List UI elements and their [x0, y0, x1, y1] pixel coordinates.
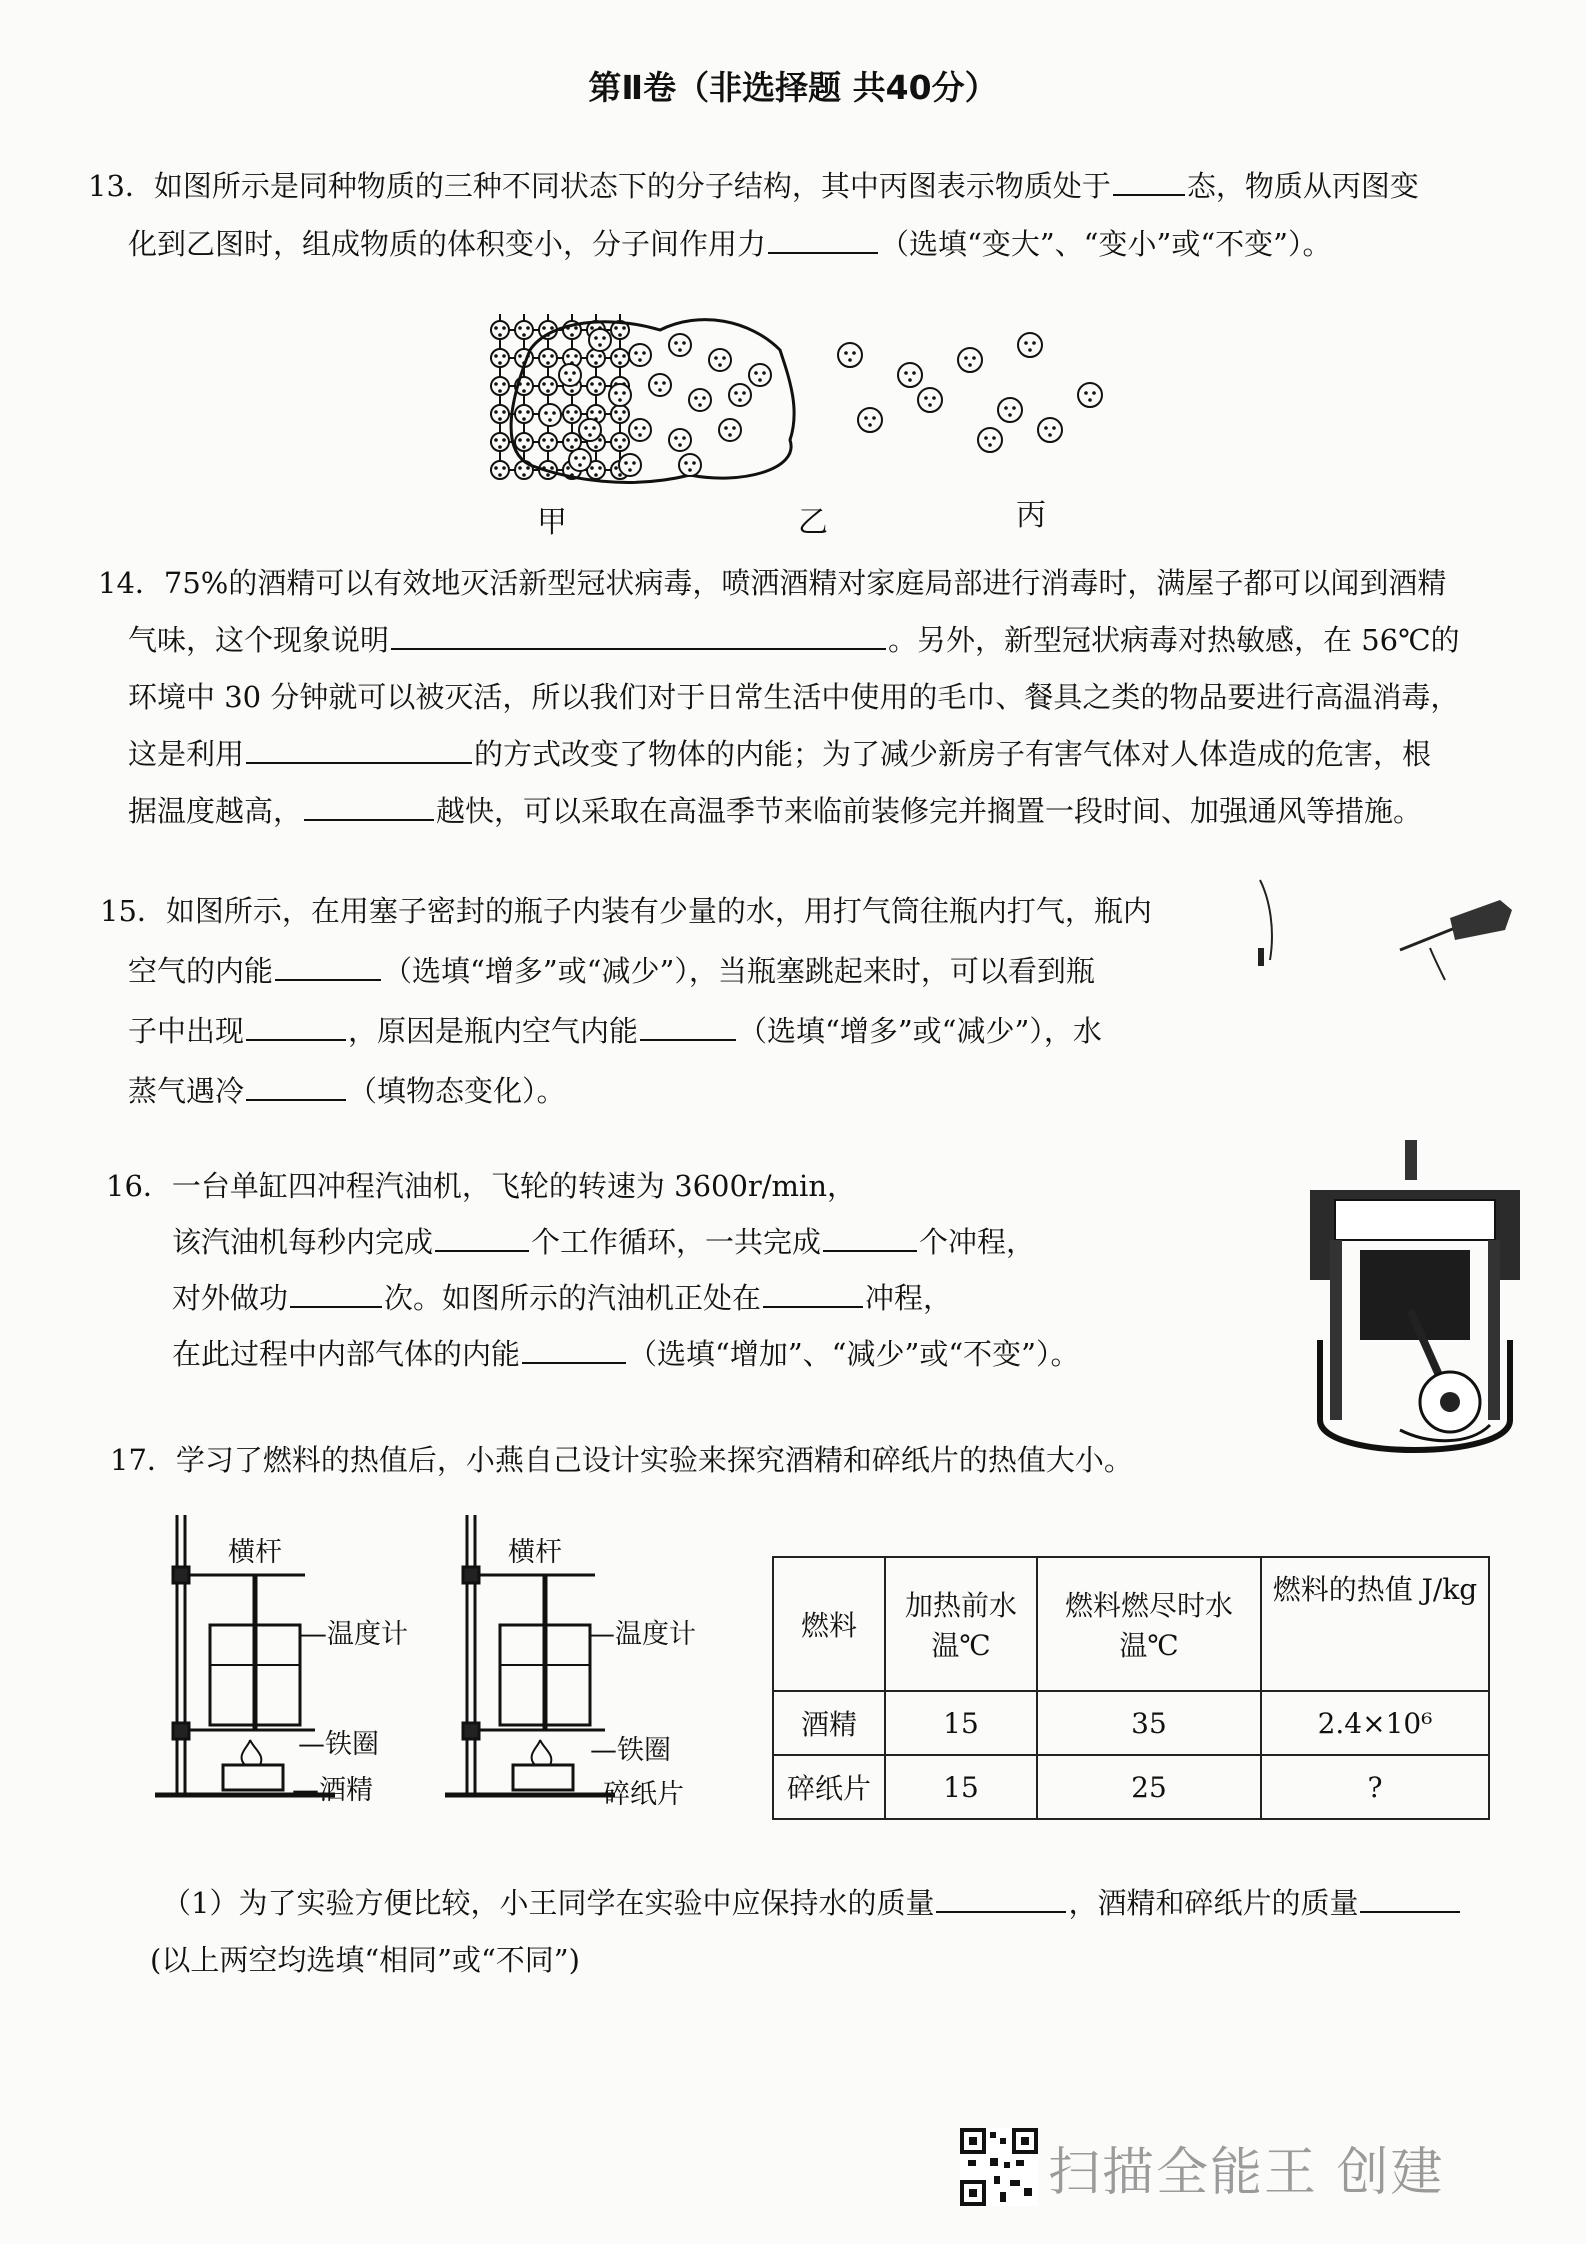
q15-line2: 空气的内能 （选填“增多”或“减少”），当瓶塞跳起来时，可以看到瓶	[128, 954, 1095, 988]
label-bing: 丙	[1016, 498, 1046, 533]
q15-blank-1[interactable]	[275, 953, 381, 981]
apparatus1-fuel-label: —酒精	[292, 1775, 373, 1806]
q15-line1: 15．如图所示，在用塞子密封的瓶子内装有少量的水，用打气筒往瓶内打气，瓶内	[100, 894, 1152, 928]
table-header-value: 燃料的热值 J/kg	[1261, 1557, 1489, 1691]
liquid-molecule	[679, 454, 701, 476]
q16-blank-4[interactable]	[763, 1280, 863, 1308]
q13-blank-1[interactable]	[1113, 168, 1185, 196]
gas-molecule	[1018, 333, 1042, 357]
gas-molecule	[998, 398, 1022, 422]
q17-blank-2[interactable]	[1360, 1885, 1460, 1913]
table-answer-cell[interactable]: ?	[1261, 1755, 1489, 1819]
q16-line3: 对外做功 次。如图所示的汽油机正处在 冲程，	[172, 1281, 953, 1315]
liquid-molecule	[669, 334, 691, 356]
q14-line2: 气味，这个现象说明 。另外，新型冠状病毒对热敏感，在 56℃的	[128, 623, 1460, 657]
liquid-outline	[511, 320, 794, 483]
gas-molecule	[1078, 383, 1102, 407]
scanner-watermark: 扫描全能王 创建	[1048, 2143, 1445, 2203]
apparatus1-ring-label: —铁圈	[298, 1729, 379, 1760]
table-header-after: 燃料燃尽时水 温℃	[1037, 1557, 1261, 1691]
gas-molecule	[858, 408, 882, 432]
q13-line2: 化到乙图时，组成物质的体积变小，分子间作用力 （选填“变大”、“变小”或“不变”）。	[128, 227, 1332, 261]
liquid-molecule	[559, 364, 581, 386]
q14-line1: 14．75%的酒精可以有效地灭活新型冠状病毒，喷洒酒精对家庭局部进行消毒时，满屋子都可以闻到酒精	[98, 566, 1447, 600]
q16-line4: 在此过程中内部气体的内能 （选填“增加”、“减少”或“不变”）。	[172, 1337, 1080, 1371]
liquid-molecule	[719, 419, 741, 441]
q15-blank-3[interactable]	[640, 1013, 736, 1041]
liquid-molecule	[579, 419, 601, 441]
label-jia: 甲	[537, 505, 567, 540]
fuel-table	[772, 1556, 1490, 1820]
liquid-molecule	[629, 344, 651, 366]
q14-blank-1[interactable]	[391, 622, 886, 650]
q17-line1: 17．学习了燃料的热值后，小燕自己设计实验来探究酒精和碎纸片的热值大小。	[110, 1443, 1133, 1477]
liquid-molecule	[709, 349, 731, 371]
gas-molecule	[978, 428, 1002, 452]
table-header-before: 加热前水 温℃	[885, 1557, 1037, 1691]
apparatus1-crossbar-label: 横杆	[228, 1537, 282, 1568]
molecule-states-figure	[490, 300, 1170, 490]
gas-molecule	[958, 348, 982, 372]
apparatus2-ring-label: —铁圈	[590, 1735, 671, 1766]
apparatus2-crossbar-label: 横杆	[508, 1537, 562, 1568]
q15-line4: 蒸气遇冷 （填物态变化）。	[128, 1074, 566, 1108]
liquid-molecule	[609, 384, 631, 406]
liquid-molecule	[539, 404, 561, 426]
table-row: 酒精 15 35 2.4×10⁶	[773, 1691, 1489, 1755]
liquid-molecule	[749, 364, 771, 386]
gas-molecule	[1038, 418, 1062, 442]
liquid-molecule	[589, 329, 611, 351]
q17-sub1-note: (以上两空均选填“相同”或“不同”)	[150, 1943, 580, 1977]
q14-blank-3[interactable]	[304, 793, 434, 821]
table-header-fuel: 燃料	[773, 1557, 885, 1691]
q14-line5: 据温度越高， 越快，可以采取在高温季节来临前装修完并搁置一段时间、加强通风等措施。	[128, 794, 1423, 828]
gas-molecule	[838, 343, 862, 367]
q17-sub1: （1）为了实验方便比较，小王同学在实验中应保持水的质量 ，酒精和碎纸片的质量	[162, 1885, 1462, 1921]
q13-blank-2[interactable]	[768, 226, 878, 254]
apparatus2-thermometer-label: —温度计	[588, 1619, 696, 1650]
gas-molecules	[838, 333, 1102, 452]
q16-line2: 该汽油机每秒内完成 个工作循环，一共完成 个冲程，	[172, 1225, 1036, 1259]
table-row: 碎纸片 15 25 ?	[773, 1755, 1489, 1819]
qr-code-icon	[960, 2128, 1038, 2206]
liquid-molecule	[729, 384, 751, 406]
label-yi: 乙	[798, 505, 828, 540]
liquid-molecule	[619, 454, 641, 476]
liquid-molecule	[669, 429, 691, 451]
liquid-molecule	[649, 374, 671, 396]
liquid-molecule	[629, 419, 651, 441]
q15-blank-4[interactable]	[246, 1073, 346, 1101]
q15-blank-2[interactable]	[246, 1013, 346, 1041]
engine-figure	[1300, 1140, 1530, 1460]
page-title: 第Ⅱ卷（非选择题 共40分）	[588, 68, 998, 107]
q14-line3: 环境中 30 分钟就可以被灭活，所以我们对于日常生活中使用的毛巾、餐具之类的物品要进行高温消毒，	[128, 680, 1460, 714]
apparatus1-thermometer-label: —温度计	[300, 1619, 408, 1650]
liquid-molecule	[689, 389, 711, 411]
q16-blank-3[interactable]	[290, 1280, 382, 1308]
q16-blank-5[interactable]	[522, 1336, 626, 1364]
q14-line4: 这是利用 的方式改变了物体的内能；为了减少新房子有害气体对人体造成的危害，根	[128, 737, 1432, 771]
q17-blank-1[interactable]	[936, 1885, 1066, 1913]
liquid-molecule	[569, 449, 591, 471]
q14-blank-2[interactable]	[246, 736, 472, 764]
q16-line1: 16．一台单缸四冲程汽油机，飞轮的转速为 3600r/min，	[106, 1169, 857, 1203]
q13-line1: 13．如图所示是同种物质的三种不同状态下的分子结构，其中丙图表示物质处于 态，物质从丙图变	[88, 169, 1419, 203]
apparatus2-fuel-label: —碎纸片	[576, 1779, 684, 1810]
q16-blank-1[interactable]	[435, 1224, 529, 1252]
q16-blank-2[interactable]	[823, 1224, 917, 1252]
bottle-pump-figure	[1250, 870, 1530, 1000]
gas-molecule	[918, 388, 942, 412]
q15-line3: 子中出现 ，原因是瓶内空气内能 （选填“增多”或“减少”），水	[128, 1014, 1102, 1048]
gas-molecule	[898, 363, 922, 387]
